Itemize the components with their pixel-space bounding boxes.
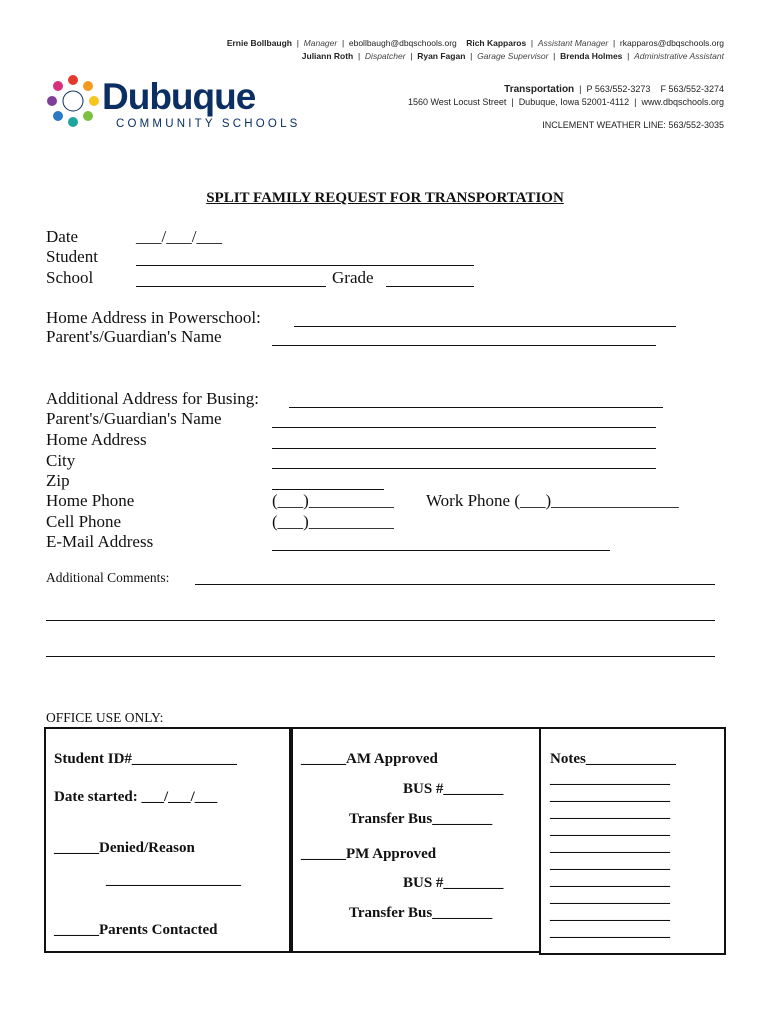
zip-label: Zip <box>46 471 70 490</box>
home-address-powerschool-label: Home Address in Powerschool: <box>46 308 261 327</box>
city-field[interactable] <box>272 468 656 469</box>
notes-line[interactable]: ________________ <box>550 924 670 940</box>
pm-bus-field[interactable]: BUS #________ <box>403 875 504 891</box>
guardian-name-label: Parent's/Guardian's Name <box>46 327 222 346</box>
work-phone-field[interactable]: Work Phone (___)_______________ <box>426 491 679 510</box>
am-bus-field[interactable]: BUS #________ <box>403 781 504 797</box>
school-label: School <box>46 268 94 287</box>
notes-line[interactable]: ________________ <box>550 771 670 787</box>
zip-field[interactable] <box>272 489 384 490</box>
home-phone-label: Home Phone <box>46 491 135 510</box>
comments-line-3[interactable] <box>46 656 715 657</box>
notes-line[interactable]: ________________ <box>550 873 670 889</box>
cell-phone-label: Cell Phone <box>46 512 122 531</box>
am-approved-field[interactable]: ______AM Approved <box>301 751 438 767</box>
office-box-middle <box>289 727 541 953</box>
notes-line[interactable]: ________________ <box>550 839 670 855</box>
date-started-field[interactable]: Date started: ___/___/___ <box>54 789 218 805</box>
guardian-name-field[interactable] <box>272 345 656 346</box>
staff-line-1: Ernie Bollbaugh | Manager | ebollbaugh@dbqschools.org Rich Kapparos | Assistant Manager | rkapparos@dbqschools.org <box>226 38 724 48</box>
transport-contact-line: Transportation | P 563/552-3273 F 563/552-3274 <box>504 84 724 95</box>
comments-line-2[interactable] <box>46 620 715 621</box>
additional-address-label: Additional Address for Busing: <box>46 389 259 408</box>
logo <box>44 70 304 132</box>
notes-line[interactable]: ________________ <box>550 890 670 906</box>
logo-name: Dubuque <box>102 76 256 117</box>
notes-line[interactable]: ________________ <box>550 907 670 923</box>
form-title: SPLIT FAMILY REQUEST FOR TRANSPORTATION <box>206 190 564 206</box>
email-label: E-Mail Address <box>46 532 154 551</box>
logo-subtitle: COMMUNITY SCHOOLS <box>116 118 301 130</box>
logo-mark-icon <box>44 72 102 130</box>
grade-field[interactable] <box>386 286 474 287</box>
notes-line[interactable]: ________________ <box>550 805 670 821</box>
staff-line-2: Juliann Roth | Dispatcher | Ryan Fagan | Garage Supervisor | Brenda Holmes | Administrative Assistant <box>301 51 724 61</box>
email-field[interactable] <box>272 550 610 551</box>
notes-line[interactable]: ________________ <box>550 822 670 838</box>
date-blank[interactable]: ___/___/___ <box>136 227 222 246</box>
am-transfer-bus-field[interactable]: Transfer Bus________ <box>349 811 493 827</box>
student-field[interactable] <box>136 265 474 266</box>
student-label: Student <box>46 247 98 266</box>
cell-phone-field[interactable]: (___)__________ <box>272 512 394 531</box>
inclement-weather-line: INCLEMENT WEATHER LINE: 563/552-3035 <box>542 120 724 130</box>
notes-label[interactable]: Notes____________ <box>550 751 676 767</box>
notes-line[interactable]: ________________ <box>550 788 670 804</box>
home-address-label: Home Address <box>46 430 147 449</box>
pm-transfer-bus-field[interactable]: Transfer Bus________ <box>349 905 493 921</box>
office-use-heading: OFFICE USE ONLY: <box>46 710 164 725</box>
home-address-field[interactable] <box>272 448 656 449</box>
denied-reason-line[interactable]: __________________ <box>106 872 241 888</box>
notes-line[interactable]: ________________ <box>550 856 670 872</box>
parents-contacted-field[interactable]: ______Parents Contacted <box>54 922 218 938</box>
comments-label: Additional Comments: <box>46 570 170 585</box>
office-box-notes <box>539 727 726 955</box>
student-id-field[interactable]: Student ID#______________ <box>54 751 237 767</box>
date-label: Date <box>46 227 79 246</box>
guardian-name-2-label: Parent's/Guardian's Name <box>46 409 222 428</box>
pm-approved-field[interactable]: ______PM Approved <box>301 846 437 862</box>
office-box-left <box>44 727 293 953</box>
city-label: City <box>46 451 76 470</box>
grade-label: Grade <box>332 268 374 287</box>
home-address-powerschool-field[interactable] <box>294 326 676 327</box>
transport-address-line: 1560 West Locust Street | Dubuque, Iowa 52001-4112 | www.dbqschools.org <box>407 97 724 107</box>
denied-reason-field[interactable]: ______Denied/Reason <box>54 840 195 856</box>
home-phone-field[interactable]: (___)__________ <box>272 491 394 510</box>
additional-address-field[interactable] <box>289 407 663 408</box>
school-field[interactable] <box>136 286 326 287</box>
comments-line-1[interactable] <box>195 584 715 585</box>
guardian-name-2-field[interactable] <box>272 427 656 428</box>
